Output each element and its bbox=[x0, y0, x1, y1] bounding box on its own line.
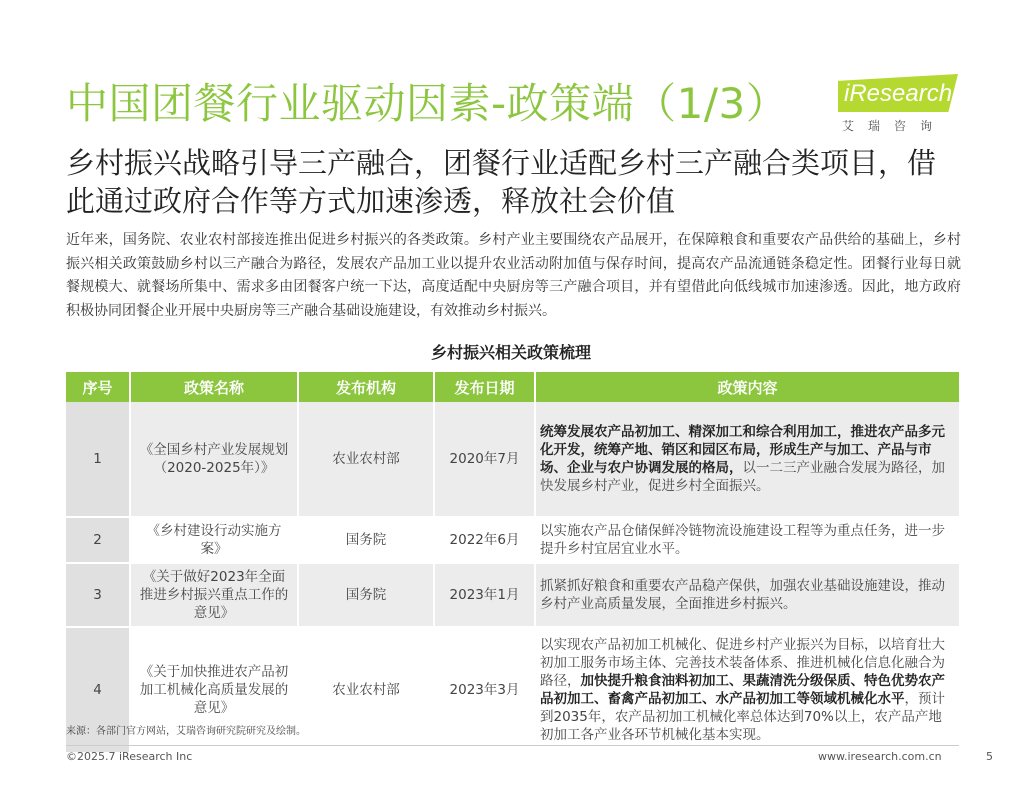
source-note: 来源：各部门官方网站，艾瑞咨询研究院研究及绘制。 bbox=[66, 726, 306, 737]
logo-text: iResearch bbox=[844, 80, 953, 107]
header-agency: 发布机构 bbox=[298, 372, 434, 402]
logo-cn: 艾瑞咨询 bbox=[842, 119, 947, 133]
row-no: 4 bbox=[66, 627, 130, 753]
intro-paragraph: 近年来，国务院、农业农村部接连推出促进乡村振兴的各类政策。乡村产业主要围绕农产品展开，在保障粮食和重要农产品供给的基础上，乡村振兴相关政策鼓励乡村以三产融合为路径，发展农产品加工业以提升农业活动附加值与保存时间，提高农产品流通链条稳定性。团餐行业每日就餐规模大、就餐场所集中、需求多由团餐客户统一下达，高度适配中央厨房等三产融合项目，并有望借此向低线城市加速渗透。因此，地方政府积极协同团餐企业开展中央厨房等三产融合基础设施建设，有效推动乡村振兴。 bbox=[66, 232, 961, 319]
copyright: ©2025.7 iResearch Inc bbox=[66, 750, 193, 763]
row-content-bold: 加快提升粮食油料初加工、果蔬清洗分级保质、特色优势农产品初加工、畜禽产品初加工、水产品初加工等领域机械化水平 bbox=[540, 673, 945, 707]
header-name: 政策名称 bbox=[130, 372, 298, 402]
row-content bbox=[535, 402, 959, 517]
row-agency: 农业农村部 bbox=[298, 402, 434, 517]
table-row bbox=[66, 563, 959, 627]
table-row bbox=[66, 402, 959, 517]
row-date: 2023年3月 bbox=[434, 627, 535, 753]
row-agency: 国务院 bbox=[298, 563, 434, 627]
row-no: 2 bbox=[66, 517, 130, 563]
row-no: 1 bbox=[66, 402, 130, 517]
row-content-pre: 以实现农产品初加工机械化、促进乡村产业振兴为目标，以培育壮大初加工服务市场主体、完善技术装备体系、推进机械化信息化融合为路径， bbox=[540, 637, 945, 689]
row-policy-name: 《乡村建设行动实施方案》 bbox=[130, 517, 298, 563]
website-link[interactable]: www.iresearch.com.cn bbox=[818, 750, 942, 763]
table-header-row bbox=[66, 372, 959, 402]
table-title: 乡村振兴相关政策梳理 bbox=[430, 343, 591, 362]
footer-divider bbox=[66, 745, 959, 746]
header-content: 政策内容 bbox=[535, 372, 959, 402]
row-date: 2020年7月 bbox=[434, 402, 535, 517]
row-date: 2023年1月 bbox=[434, 563, 535, 627]
row-date: 2022年6月 bbox=[434, 517, 535, 563]
policy-table bbox=[66, 372, 959, 754]
row-content: 抓紧抓好粮食和重要农产品稳产保供，加强农业基础设施建设，推动乡村产业高质量发展，全面推进乡村振兴。 bbox=[535, 563, 959, 627]
row-agency: 农业农村部 bbox=[298, 627, 434, 753]
row-content-post: ，预计到2035年，农产品初加工机械化率总体达到70%以上，农产品产地初加工各产业各环节机械化基本实现。 bbox=[540, 691, 945, 743]
page-subtitle: 乡村振兴战略引导三产融合，团餐行业适配乡村三产融合类项目，借此通过政府合作等方式加速渗透，释放社会价值 bbox=[66, 146, 937, 218]
row-policy-name: 《关于做好2023年全面推进乡村振兴重点工作的意见》 bbox=[130, 563, 298, 627]
row-agency: 国务院 bbox=[298, 517, 434, 563]
row-content: 以实施农产品仓储保鲜冷链物流设施建设工程等为重点任务，进一步提升乡村宜居宜业水平。 bbox=[535, 517, 959, 563]
row-policy-name: 《关于加快推进农产品初加工机械化高质量发展的意见》 bbox=[130, 627, 298, 753]
header-date: 发布日期 bbox=[434, 372, 535, 402]
page-title: 中国团餐行业驱动因素-政策端（1/3） bbox=[66, 79, 789, 128]
row-policy-name: 《全国乡村产业发展规划（2020-2025年）》 bbox=[130, 402, 298, 517]
page-number: 5 bbox=[986, 750, 993, 763]
table-row bbox=[66, 517, 959, 563]
row-content-bold: 统筹发展农产品初加工、精深加工和综合利用加工，推进农产品多元化开发，统筹产地、销区和园区布局，形成生产与加工、产品与市场、企业与农户协调发展的格局， bbox=[540, 424, 945, 476]
row-content bbox=[535, 627, 959, 753]
iresearch-logo bbox=[838, 74, 960, 134]
header-no: 序号 bbox=[66, 372, 130, 402]
row-content-plain: 以一二三产业融合发展为路径，加快发展乡村产业，促进乡村全面振兴。 bbox=[540, 460, 945, 494]
row-no: 3 bbox=[66, 563, 130, 627]
